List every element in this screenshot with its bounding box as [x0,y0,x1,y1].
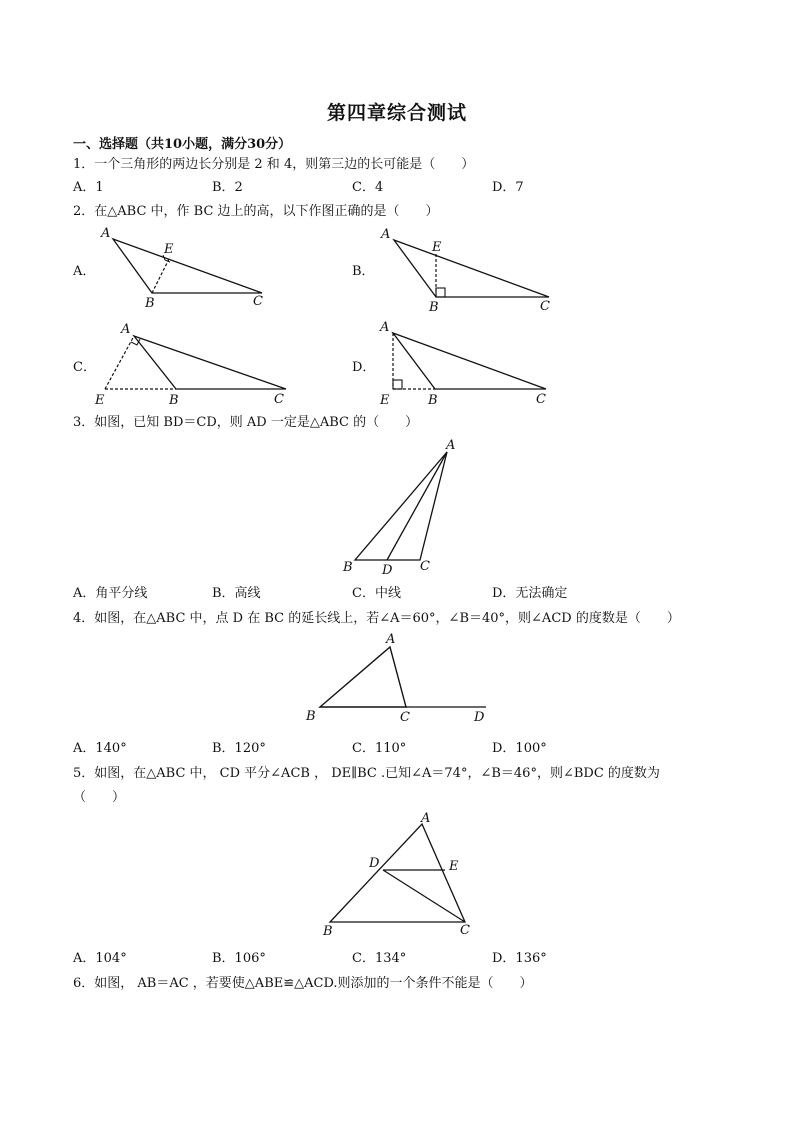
fig2b-label-e: E [432,240,442,255]
question-2-option-b: B． [352,264,375,279]
question-2-option-a: A． [73,264,96,279]
fig2d-label-b: B [428,393,438,408]
fig3-label-b: B [343,560,353,575]
fig4-label-b: B [306,709,316,724]
question-5-option-d: D．136° [492,951,547,966]
fig3-label-d: D [382,563,393,578]
question-2-option-d: D． [352,360,376,375]
section-heading: 一、选择题（共10小题，满分30分） [73,137,292,152]
fig2c-label-c: C [274,392,284,407]
question-2-stem: 2．在△ABC 中，作 BC 边上的高，以下作图正确的是（ ） [73,204,439,219]
fig5-label-e: E [449,859,459,874]
question-4-option-a: A．140° [73,741,127,756]
question-1-option-c: C．4 [352,180,384,195]
question-3-option-b: B．高线 [212,586,261,601]
question-4-option-b: B．120° [212,741,266,756]
question-2-option-c: C． [73,360,96,375]
question-1-option-d: D．7 [492,180,524,195]
question-1-option-b: B．2 [212,180,243,195]
fig2b-label-a: A [381,227,391,242]
question-3-option-a: A．角平分线 [73,586,148,601]
question-5-option-c: C．134° [352,951,407,966]
fig5-label-b: B [323,924,333,939]
fig2c-label-b: B [169,393,179,408]
question-5-option-a: A．104° [73,951,127,966]
question-1-option-a: A．1 [73,180,104,195]
question-1-stem: 1．一个三角形的两边长分别是 2 和 4，则第三边的长可能是（ ） [73,157,475,172]
question-5-stem-cont: （ ） [73,790,126,805]
question-4-option-c: C．110° [352,741,407,756]
fig2a-label-a: A [101,226,111,241]
fig4-label-c: C [400,710,410,725]
question-4-stem: 4．如图，在△ABC 中，点 D 在 BC 的延长线上，若∠A＝60°，∠B＝40°，则∠ACD 的度数是（ ） [73,611,680,626]
fig2a-label-e: E [164,242,174,257]
fig2c-label-e: E [95,393,105,408]
fig2a-label-c: C [253,294,263,309]
fig3-label-c: C [420,559,430,574]
question-5-option-b: B．106° [212,951,266,966]
fig5-label-c: C [460,923,470,938]
question-4-option-d: D．100° [492,741,547,756]
fig4-label-a: A [386,632,396,647]
question-6-stem: 6．如图， AB＝AC ，若要使△ABE≌△ACD.则添加的一个条件不能是（ ） [73,976,533,991]
question-3-option-d: D．无法确定 [492,586,568,601]
fig2d-label-a: A [380,320,390,335]
fig2b-label-b: B [429,300,439,315]
fig5-label-a: A [421,811,431,826]
fig2d-label-e: E [380,393,390,408]
fig5-label-d: D [369,856,380,871]
fig2c-label-a: A [121,322,131,337]
fig2d-label-c: C [536,392,546,407]
question-5-stem: 5．如图，在△ABC 中， CD 平分∠ACB ， DE∥BC .已知∠A＝74°，∠B＝46°，则∠BDC 的度数为 [73,766,660,781]
fig2b-label-c: C [540,299,550,314]
fig2a-label-b: B [145,296,155,311]
page-title: 第四章综合测试 [326,102,467,124]
question-3-stem: 3．如图，已知 BD＝CD，则 AD 一定是△ABC 的（ ） [73,415,419,430]
question-3-option-c: C．中线 [352,586,401,601]
fig4-label-d: D [474,710,485,725]
fig3-label-a: A [446,438,456,453]
